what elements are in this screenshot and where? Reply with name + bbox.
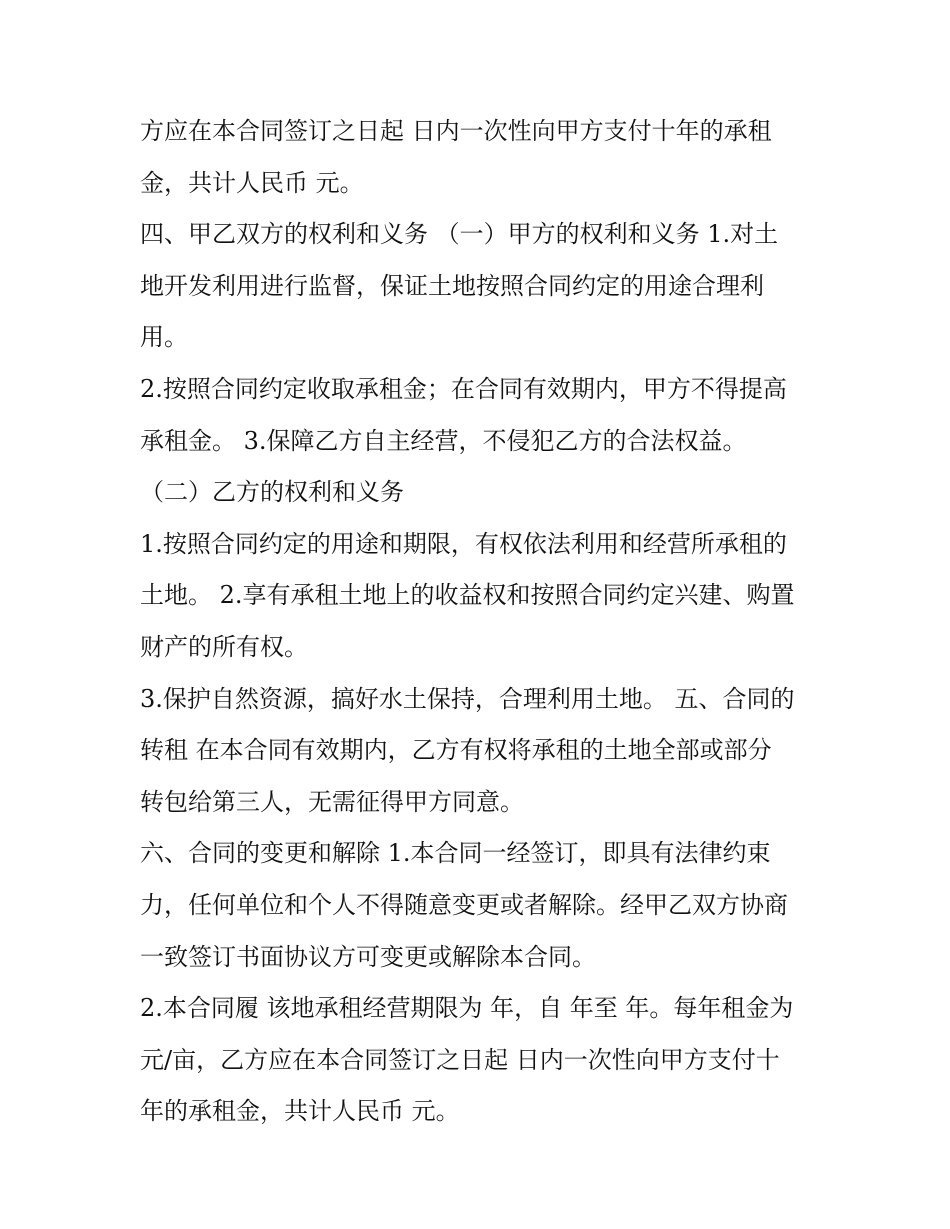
text-line: 承租金。 3.保障乙方自主经营，不侵犯乙方的合法权益。: [140, 426, 747, 455]
text-line: 金，共计人民币 元。: [140, 168, 364, 197]
text-line: 方应在本合同签订之日起 日内一次性向甲方支付十年的承租: [140, 117, 772, 145]
text-line: 2.按照合同约定收取承租金；在合同有效期内，甲方不得提高: [140, 374, 787, 403]
text-line: 元/亩，乙方应在本合同签订之日起 日内一次性向甲方支付十: [140, 1045, 780, 1074]
text-line: 2.本合同履 该地承租经营期限为 年，自 年至 年。每年租金为: [140, 994, 794, 1023]
text-line: 力，任何单位和个人不得随意变更或者解除。经甲乙双方协商: [140, 890, 788, 919]
text-line: 3.保护自然资源，搞好水土保持，合理利用土地。 五、合同的: [140, 684, 795, 713]
text-line: （二）乙方的权利和义务: [140, 478, 404, 507]
text-line: 转租 在本合同有效期内，乙方有权将承租的土地全部或部分: [140, 736, 772, 765]
document-body: [140, 106, 820, 1138]
text-line: 六、合同的变更和解除 1.本合同一经签订，即具有法律约束: [140, 839, 771, 868]
text-line: 地开发利用进行监督，保证土地按照合同约定的用途合理利: [140, 271, 764, 300]
text-line: 转包给第三人，无需征得甲方同意。: [140, 787, 524, 816]
text-line: 四、甲乙双方的权利和义务 （一）甲方的权利和义务 1.对土: [140, 220, 779, 249]
text-line: 财产的所有权。: [140, 632, 308, 661]
text-line: 用。: [140, 323, 188, 352]
text-line: 一致签订书面协议方可变更或解除本合同。: [140, 942, 596, 971]
text-line: 年的承租金，共计人民币 元。: [140, 1097, 460, 1126]
text-line: 土地。 2.享有承租土地上的收益权和按照合同约定兴建、购置: [140, 581, 795, 610]
text-line: 1.按照合同约定的用途和期限，有权依法利用和经营所承租的: [140, 529, 787, 558]
